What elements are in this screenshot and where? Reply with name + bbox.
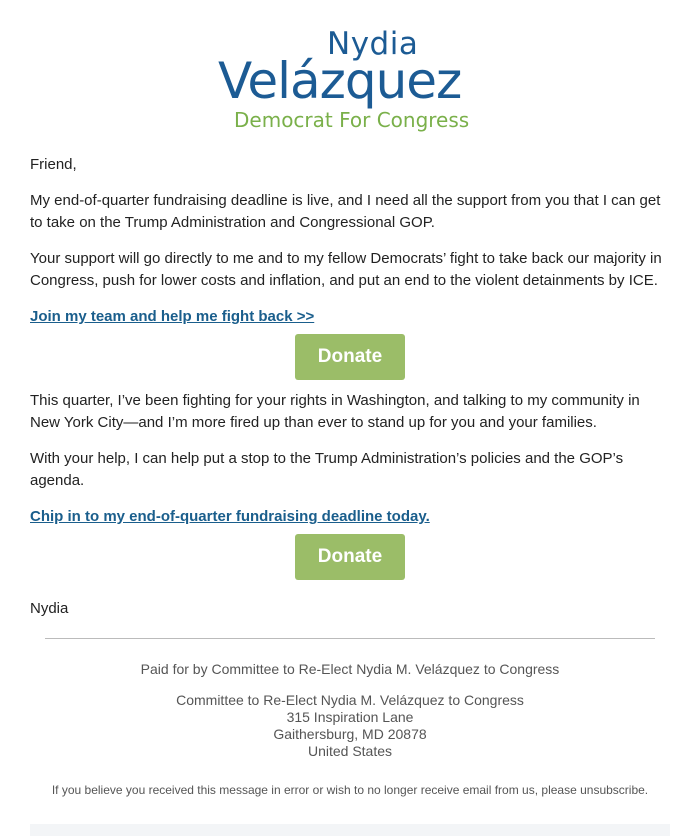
logo-first-name: Nydia bbox=[327, 26, 419, 62]
bottom-bar bbox=[30, 824, 670, 836]
chip-in-link[interactable]: Chip in to my end-of-quarter fundraising deadline today. bbox=[30, 508, 430, 525]
greeting: Friend, bbox=[30, 156, 77, 173]
paragraph-1: My end-of-quarter fundraising deadline is live, and I need all the support from you that I can get to take on the Trump Administration and Congressional GOP. bbox=[30, 192, 661, 231]
logo-tagline: Democrat For Congress bbox=[234, 108, 470, 132]
paragraph-2: Your support will go directly to me and to my fellow Democrats’ fight to take back our majority in Congress, push for lower costs and inflation, and put an end to the violent detainments by ICE. bbox=[30, 250, 662, 289]
address-city: Gaithersburg, MD 20878 bbox=[273, 726, 427, 742]
signoff: Nydia bbox=[30, 600, 69, 617]
address-street: 315 Inspiration Lane bbox=[286, 709, 414, 725]
paid-for-notice: Paid for by Committee to Re-Elect Nydia M. Velázquez to Congress bbox=[140, 661, 560, 677]
footer-divider bbox=[45, 638, 655, 639]
campaign-logo bbox=[0, 0, 700, 140]
address-country: United States bbox=[307, 743, 393, 759]
donate-button[interactable]: Donate bbox=[295, 334, 405, 380]
email-body bbox=[0, 154, 700, 620]
unsubscribe-notice: If you believe you received this message in error or wish to no longer receive email from us, please unsubscribe. bbox=[51, 783, 649, 797]
join-team-link[interactable]: Join my team and help me fight back >> bbox=[30, 308, 315, 325]
paragraph-3: This quarter, I’ve been fighting for your rights in Washington, and talking to my community in New York City—and I’m more fired up than ever to stand up for you and your families. bbox=[30, 392, 640, 431]
logo-last-name: Velázquez bbox=[218, 52, 462, 110]
org-name: Committee to Re-Elect Nydia M. Velázquez to Congress bbox=[176, 692, 524, 708]
footer bbox=[0, 661, 700, 799]
paragraph-4: With your help, I can help put a stop to the Trump Administration’s policies and the GOP’s agenda. bbox=[30, 450, 624, 489]
donate-button-2[interactable]: Donate bbox=[295, 534, 405, 580]
